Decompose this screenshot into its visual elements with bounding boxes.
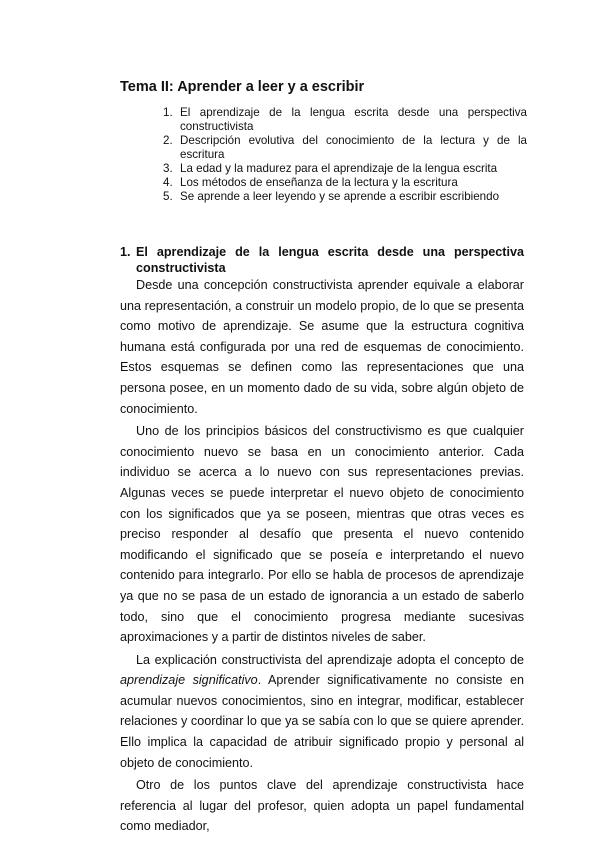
page-title: Tema II: Aprender a leer y a escribir	[120, 79, 365, 95]
outline-item	[163, 176, 527, 190]
outline-item-text: Se aprende a leer leyendo y se aprende a escribir escribiendo	[180, 190, 500, 203]
body-paragraph: Uno de los principios básicos del constructivismo es que cualquier conocimiento nuevo se basa en un conocimiento anterior. Cada individuo se acerca a lo nuevo con sus representaciones previas. Algunas veces se puede interpretar el nuevo objeto de conocimiento con los significados que ya se poseen, mientras que otras veces es preciso responder al desafío que presenta el nuevo contenido modificando el significado que se poseía e interpretando el nuevo contenido para integrarlo. Por ello se habla de procesos de aprendizaje ya que no se pasa de un estado de ignorancia a un estado de saberlo todo, sino que el conocimiento progresa mediante sucesivas aproximaciones y a partir de distintos niveles de saber.	[120, 424, 524, 645]
section-number: 1.	[120, 245, 131, 259]
outline-item	[163, 162, 527, 176]
section-heading-text: El aprendizaje de la lengua escrita desde una perspectiva constructivista	[136, 245, 524, 275]
outline-item-number: 2.	[163, 134, 173, 147]
body-paragraph: Otro de los puntos clave del aprendizaje constructivista hace referencia al lugar del profesor, quien adopta un papel fundamental como mediador,	[120, 778, 524, 834]
outline-item	[163, 134, 527, 162]
outline-item-text: Los métodos de enseñanza de la lectura y la escritura	[180, 176, 458, 189]
body-paragraph	[120, 650, 524, 774]
outline-item-text: La edad y la madurez para el aprendizaje de la lengua escrita	[180, 162, 498, 175]
outline-item	[163, 190, 527, 204]
outline-item	[163, 106, 527, 134]
emphasized-term: aprendizaje significativo	[120, 673, 258, 688]
outline-item-text: Descripción evolutiva del conocimiento de la lectura y de la escritura	[180, 134, 527, 161]
outline-item-text: El aprendizaje de la lengua escrita desde una perspectiva constructivista	[180, 106, 527, 133]
section-heading	[120, 244, 524, 276]
topic-outline-list	[163, 106, 527, 204]
outline-item-number: 3.	[163, 162, 173, 175]
paragraph-text: . Aprender significativamente no consiste en acumular nuevos conocimientos, sino en integrar, modificar, establecer relaciones y coordinar lo que ya se sabía con lo que se quiere aprender. Ello implica la capacidad de atribuir significado propio y personal al objeto de conocimiento.	[120, 673, 524, 770]
outline-item-number: 5.	[163, 190, 173, 203]
paragraph-text: La explicación constructivista del aprendizaje adopta el concepto de	[136, 652, 524, 667]
outline-item-number: 1.	[163, 106, 173, 119]
body-paragraph: Desde una concepción constructivista aprender equivale a elaborar una representación, a construir un modelo propio, de lo que se presenta como motivo de aprendizaje. Se asume que la estructura cognitiva humana está configurada por una red de esquemas de conocimiento. Estos esquemas se definen como las representaciones que una persona posee, en un momento dado de su vida, sobre algún objeto de conocimiento.	[120, 278, 524, 416]
section-body	[120, 275, 524, 839]
outline-item-number: 4.	[163, 176, 173, 189]
